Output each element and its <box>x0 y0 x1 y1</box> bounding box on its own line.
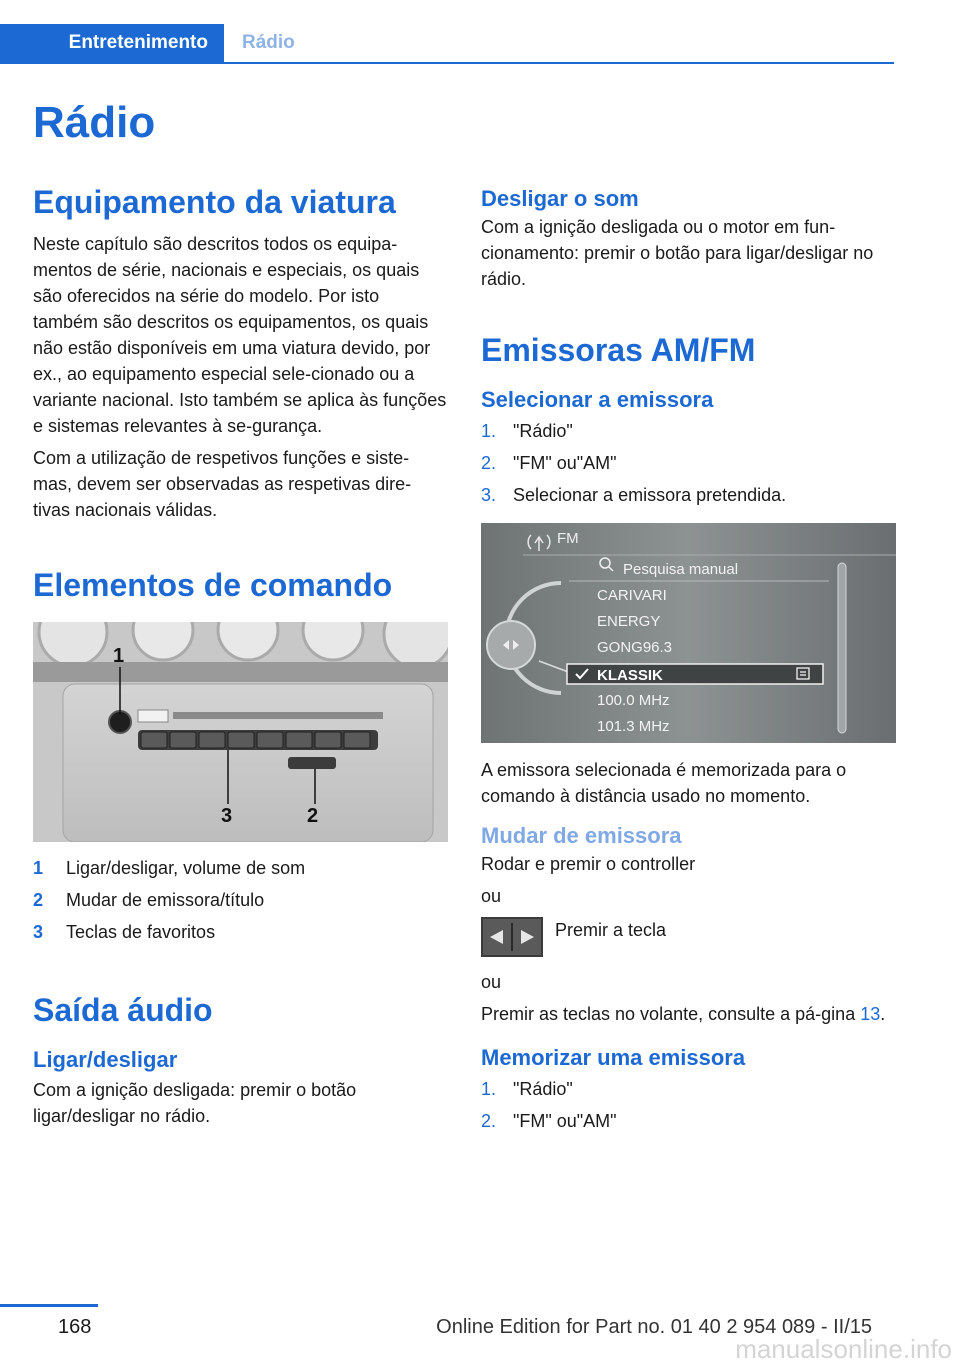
list-text: "Rádio" <box>513 421 573 441</box>
sub-change-title: Mudar de emissora <box>481 823 682 848</box>
list-text: "FM" ou"AM" <box>513 453 617 473</box>
list-item <box>33 852 448 884</box>
seek-keys-icon <box>481 917 543 957</box>
list-text: "FM" ou"AM" <box>513 1111 617 1131</box>
mute-text: Com a ignição desligada ou o motor em fun-cionamento: premir o botão para ligar/desligar no rádio. <box>481 217 874 289</box>
key-row <box>481 917 896 957</box>
screen-item-selected: KLASSIK <box>597 667 663 684</box>
screen-item: GONG96.3 <box>597 639 673 656</box>
wheel-text-end: . <box>880 1004 886 1024</box>
footer-rule <box>0 1304 98 1307</box>
screen-scrollbar <box>838 563 846 733</box>
list-number: 3. <box>481 485 497 505</box>
radio-controls-photo <box>33 622 448 842</box>
page-title: Rádio <box>33 98 156 147</box>
list-number: 1 <box>33 858 44 878</box>
left-column <box>33 184 448 1129</box>
header-bar <box>0 24 894 64</box>
tab-radio[interactable]: Rádio <box>242 32 295 53</box>
list-item <box>481 1105 896 1137</box>
rotate-text: Rodar e premir o controller <box>481 854 696 874</box>
screen-item: 101.3 MHz <box>597 718 670 735</box>
section-equipment-title: Equipamento da viatura <box>33 184 396 220</box>
screen-item: ENERGY <box>597 613 661 630</box>
key-text: Premir a tecla <box>555 920 667 940</box>
equipment-paragraph-2: Com a utilização de respetivos funções e siste-mas, devem ser observadas as respetivas dire-tivas nacionais válidas. <box>33 448 412 520</box>
screen-item: Pesquisa manual <box>623 561 739 578</box>
radio-screen-image <box>481 523 896 743</box>
list-item <box>33 884 448 916</box>
list-item <box>481 447 896 479</box>
memorized-text: A emissora selecionada é memorizada para o comando à distância usado no momento. <box>481 760 847 806</box>
screen-item: 100.0 MHz <box>597 692 670 709</box>
list-number: 3 <box>33 922 44 942</box>
select-steps <box>481 415 896 511</box>
wheel-text-main: Premir as teclas no volante, consulte a pá-gina <box>481 1004 856 1024</box>
list-item <box>481 1073 896 1105</box>
page-number: 168 <box>58 1316 92 1338</box>
or-text: ou <box>481 972 502 992</box>
list-number: 2. <box>481 1111 497 1131</box>
list-item <box>481 415 896 447</box>
page-link[interactable]: 13 <box>860 1004 881 1024</box>
list-item <box>481 479 896 511</box>
list-number: 2. <box>481 453 497 473</box>
sub-mute-title: Desligar o som <box>481 186 639 211</box>
list-text: "Rádio" <box>513 1079 573 1099</box>
photo-label-1: 1 <box>113 645 125 667</box>
sub-store-title: Memorizar uma emissora <box>481 1045 746 1070</box>
screen-band: FM <box>557 530 579 547</box>
section-audio-title: Saída áudio <box>33 992 213 1028</box>
controls-legend <box>33 852 448 948</box>
tab-entretenimento[interactable]: Entretenimento <box>0 24 224 62</box>
sub-select-title: Selecionar a emissora <box>481 387 714 412</box>
wheel-text <box>481 1001 896 1027</box>
sub-onoff-title: Ligar/desligar <box>33 1047 178 1072</box>
list-number: 1. <box>481 421 497 441</box>
photo-label-3: 3 <box>221 805 233 827</box>
list-text: Ligar/desligar, volume de som <box>66 858 306 878</box>
or-text: ou <box>481 886 502 906</box>
list-item <box>33 916 448 948</box>
onoff-text: Com a ignição desligada: premir o botão ligar/desligar no rádio. <box>33 1080 357 1126</box>
watermark: manualsonline.info <box>735 1334 952 1364</box>
list-text: Mudar de emissora/título <box>66 890 265 910</box>
equipment-paragraph-1: Neste capítulo são descritos todos os equipa-mentos de série, nacionais e especiais, os quais são oferecidos na série do modelo. Por isto também são descritos os equipamentos, os quais não estão disponíveis em uma viatura devido, por ex., ao equipamento especial sele-cionado ou a variante nacional. Isto também se aplica às funções e sistemas relevantes à se-gurança. <box>33 234 447 436</box>
right-column <box>481 186 896 1137</box>
edition-text: Online Edition for Part no. 01 40 2 954 089 - II/15 <box>436 1316 872 1338</box>
list-text: Teclas de favoritos <box>66 922 216 942</box>
store-steps <box>481 1073 896 1137</box>
list-number: 1. <box>481 1079 497 1099</box>
list-number: 2 <box>33 890 44 910</box>
photo-label-2: 2 <box>307 805 319 827</box>
section-stations-title: Emissoras AM/FM <box>481 332 756 368</box>
section-controls-title: Elementos de comando <box>33 567 393 603</box>
list-text: Selecionar a emissora pretendida. <box>513 485 787 505</box>
screen-item: CARIVARI <box>597 587 667 604</box>
